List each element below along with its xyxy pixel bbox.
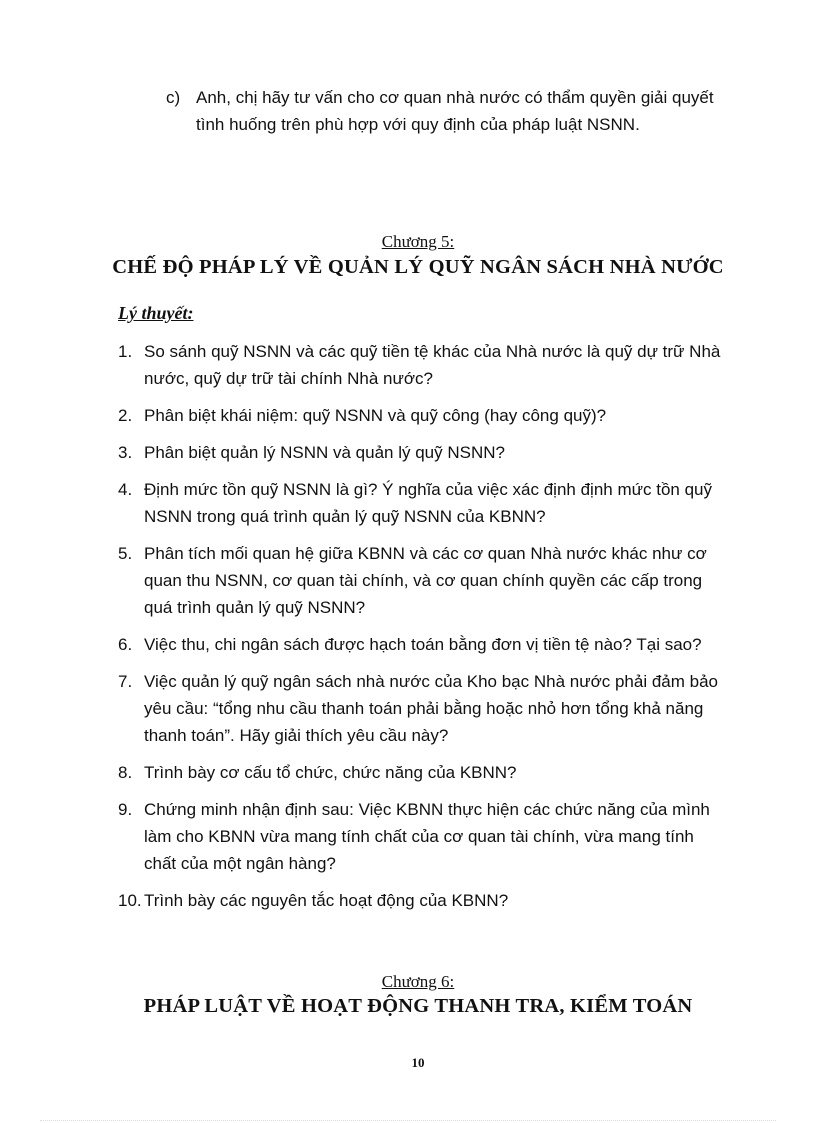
- question-text: So sánh quỹ NSNN và các quỹ tiền tệ khác của Nhà nước là quỹ dự trữ Nhà nước, quỹ dự trữ tài chính Nhà nước?: [144, 342, 721, 388]
- intro-item-marker: c): [166, 88, 181, 107]
- theory-heading: Lý thuyết:: [118, 303, 194, 323]
- question-text: Phân biệt quản lý NSNN và quản lý quỹ NSNN?: [144, 443, 505, 462]
- chapter6-label: Chương 6:: [381, 972, 455, 991]
- question-number: 6.: [118, 635, 133, 654]
- question-text: Chứng minh nhận định sau: Việc KBNN thực hiện các chức năng của mình làm cho KBNN vừa mang tính chất của cơ quan tài chính, vừa mang tính chất của một ngân hàng?: [144, 800, 710, 873]
- question-number: 7.: [118, 672, 133, 691]
- question-item: [118, 402, 724, 429]
- question-number: 10.: [118, 891, 142, 910]
- question-item: [118, 439, 724, 466]
- question-item: [118, 759, 724, 786]
- question-item: [118, 668, 724, 749]
- question-text: Trình bày cơ cấu tổ chức, chức năng của KBNN?: [144, 763, 517, 782]
- intro-item-text: Anh, chị hãy tư vấn cho cơ quan nhà nước có thẩm quyền giải quyết tình huống trên phù hợp với quy định của pháp luật NSNN.: [196, 88, 714, 134]
- chapter6-title: PHÁP LUẬT VỀ HOẠT ĐỘNG THANH TRA, KIỂM TOÁN: [143, 995, 693, 1017]
- question-text: Việc quản lý quỹ ngân sách nhà nước của Kho bạc Nhà nước phải đảm bảo yêu cầu: “tổng nhu cầu thanh toán phải bằng hoặc nhỏ hơn tổng khả năng thanh toán”. Hãy giải thích yêu cầu này?: [144, 672, 718, 745]
- question-number: 1.: [118, 342, 133, 361]
- question-text: Việc thu, chi ngân sách được hạch toán bằng đơn vị tiền tệ nào? Tại sao?: [144, 635, 702, 654]
- question-item: [118, 476, 724, 530]
- chapter5-title: CHẾ ĐỘ PHÁP LÝ VỀ QUẢN LÝ QUỸ NGÂN SÁCH NHÀ NƯỚC: [112, 256, 724, 278]
- question-item: [118, 796, 724, 877]
- chapter5-label: Chương 5:: [381, 232, 455, 251]
- question-number: 3.: [118, 443, 133, 462]
- question-item: [118, 631, 724, 658]
- question-number: 2.: [118, 406, 133, 425]
- question-number: 8.: [118, 763, 133, 782]
- question-text: Phân tích mối quan hệ giữa KBNN và các cơ quan Nhà nước khác như cơ quan thu NSNN, cơ quan tài chính, và cơ quan chính quyền các cấp trong quá trình quản lý quỹ NSNN?: [144, 544, 707, 617]
- question-text: Định mức tồn quỹ NSNN là gì? Ý nghĩa của việc xác định định mức tồn quỹ NSNN trong quá trình quản lý quỹ NSNN của KBNN?: [144, 480, 712, 526]
- page-bottom-divider: [40, 1120, 776, 1121]
- question-number: 5.: [118, 544, 133, 563]
- page-number: 10: [411, 1055, 425, 1070]
- question-text: Trình bày các nguyên tắc hoạt động của KBNN?: [144, 891, 509, 910]
- question-number: 4.: [118, 480, 133, 499]
- question-item: [118, 338, 724, 392]
- question-list: [118, 338, 724, 924]
- question-item: [118, 540, 724, 621]
- intro-item: [166, 84, 726, 138]
- question-item: [118, 887, 724, 914]
- question-number: 9.: [118, 800, 133, 819]
- question-text: Phân biệt khái niệm: quỹ NSNN và quỹ công (hay công quỹ)?: [144, 406, 607, 425]
